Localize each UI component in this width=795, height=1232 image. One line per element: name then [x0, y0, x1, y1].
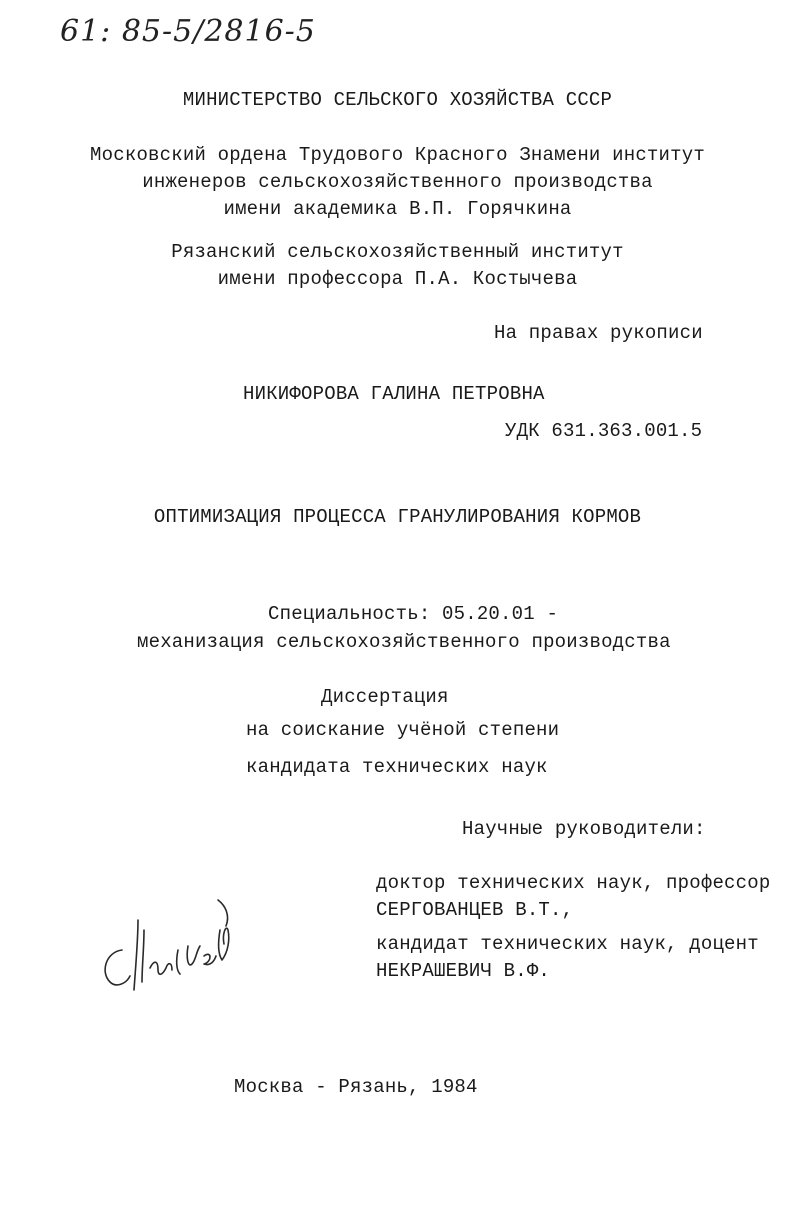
manuscript-note: На правах рукописи [494, 322, 703, 344]
specialty-line1: Специальность: 05.20.01 - [268, 603, 559, 625]
archive-code: 61: 85-5/2816-5 [60, 14, 316, 49]
dissertation-label: Диссертация [321, 686, 449, 708]
handwritten-signature [92, 890, 252, 1000]
supervisor2-name: НЕКРАШЕВИЧ В.Ф. [376, 960, 551, 982]
specialty-line2: механизация сельскохозяйственного производства [137, 631, 671, 653]
udc-code: УДК 631.363.001.5 [505, 420, 703, 442]
dissertation-title: ОПТИМИЗАЦИЯ ПРОЦЕССА ГРАНУЛИРОВАНИЯ КОРМОВ [153, 506, 642, 528]
author-name: НИКИФОРОВА ГАЛИНА ПЕТРОВНА [243, 383, 545, 405]
degree-field-line: кандидата технических наук [246, 756, 548, 778]
institute1-line3: имени академика В.П. Горячкина [223, 198, 572, 220]
place-and-year: Москва - Рязань, 1984 [234, 1076, 478, 1098]
degree-line: на соискание учёной степени [246, 719, 560, 741]
supervisor1-title: доктор технических наук, профессор [376, 872, 771, 894]
institute1-line1: Московский ордена Трудового Красного Знамени институт [90, 144, 705, 166]
institute1-line2: инженеров сельскохозяйственного производства [142, 171, 653, 193]
institute2-line2: имени профессора П.А. Костычева [217, 268, 578, 290]
ministry-heading: МИНИСТЕРСТВО СЕЛЬСКОГО ХОЗЯЙСТВА СССР [182, 89, 613, 111]
institute2-line1: Рязанский сельскохозяйственный институт [171, 241, 624, 263]
supervisors-heading: Научные руководители: [462, 818, 706, 840]
supervisor2-title: кандидат технических наук, доцент [376, 933, 759, 955]
supervisor1-name: СЕРГОВАНЦЕВ В.Т., [376, 899, 574, 921]
